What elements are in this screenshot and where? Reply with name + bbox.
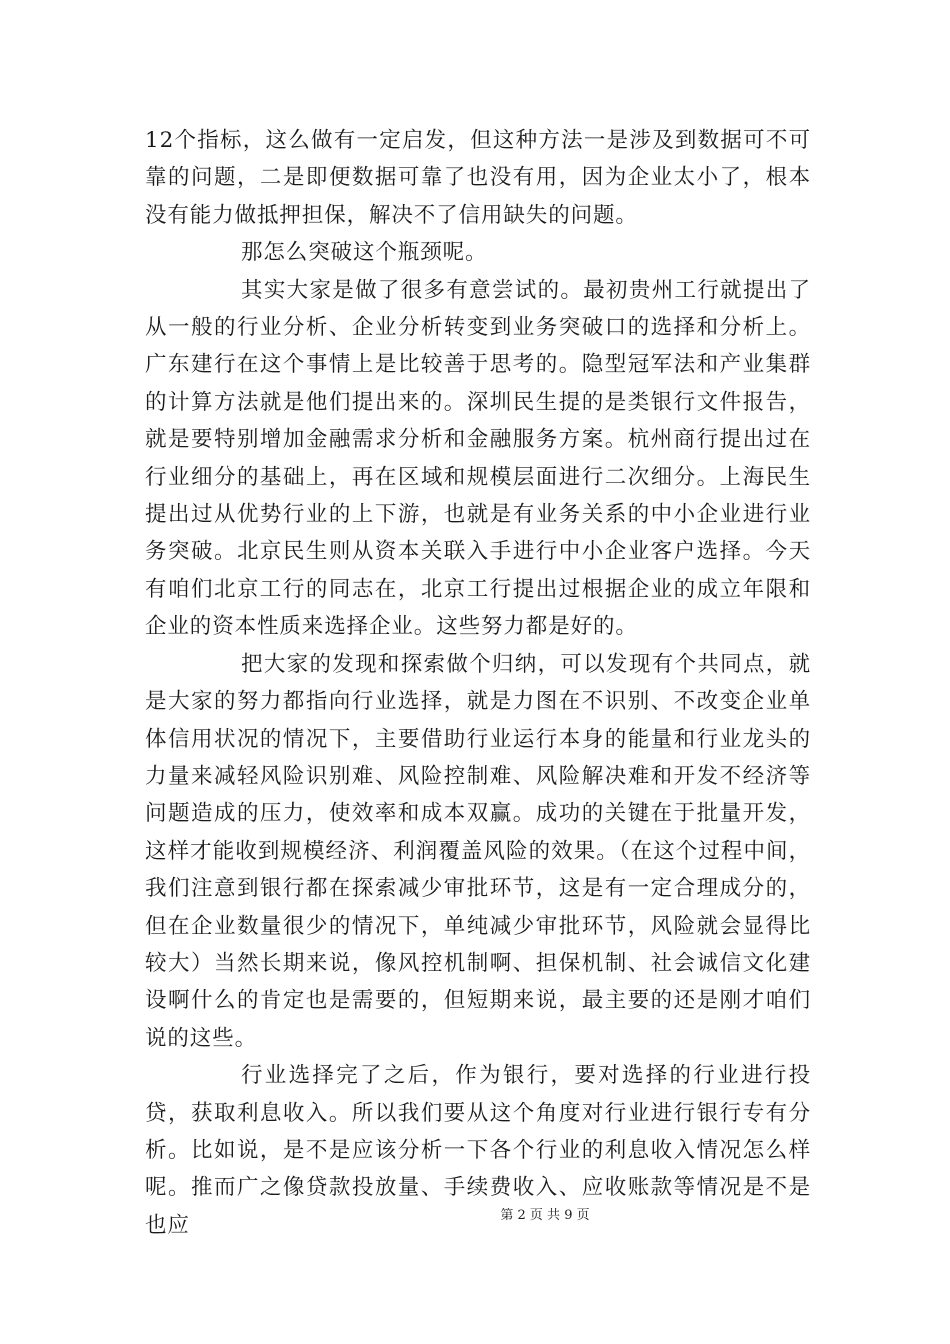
paragraph-3: 其实大家是做了很多有意尝试的。最初贵州工行就提出了从一般的行业分析、企业分析转变到业务突破口的选择和分析上。广东建行在这个事情上是比较善于思考的。隐型冠军法和产业集群的计算方法就是他们提出来的。深圳民生提的是类银行文件报告，就是要特别增加金融需求分析和金融服务方案。杭州商行提出过在行业细分的基础上，再在区域和规模层面进行二次细分。上海民生提出过从优势行业的上下游，也就是有业务关系的中小企业进行业务突破。北京民生则从资本关联入手进行中小企业客户选择。今天有咱们北京工行的同志在，北京工行提出过根据企业的成立年限和企业的资本性质来选择企业。这些努力都是好的。 — [145, 277, 811, 640]
page-footer: 第 2 页 共 9 页 — [500, 1208, 590, 1223]
paragraph-2: 那怎么突破这个瓶颈呢。 — [241, 240, 488, 266]
body-text — [145, 122, 811, 1244]
paragraph-1: 12个指标，这么做有一定启发，但这种方法一是涉及到数据可不可靠的问题，二是即便数据可靠了也没有用，因为企业太小了，根本没有能力做抵押担保，解决不了信用缺失的问题。 — [145, 128, 811, 228]
paragraph-4: 把大家的发现和探索做个归纳，可以发现有个共同点，就是大家的努力都指向行业选择，就是力图在不识别、不改变企业单体信用状况的情况下，主要借助行业运行本身的能量和行业龙头的力量来减轻风险识别难、风险控制难、风险解决难和开发不经济等问题造成的压力，使效率和成本双赢。成功的关键在于批量开发，这样才能收到规模经济、利润覆盖风险的效果。（在这个过程中间，我们注意到银行都在探索减少审批环节，这是有一定合理成分的，但在企业数量很少的情况下，单纯减少审批环节，风险就会显得比较大）当然长期来说，像风控机制啊、担保机制、社会诚信文化建设啊什么的肯定也是需要的，但短期来说，最主要的还是刚才咱们说的这些。 — [145, 651, 811, 1051]
paragraph-5: 行业选择完了之后，作为银行，要对选择的行业进行投贷，获取利息收入。所以我们要从这个角度对行业进行银行专有分析。比如说，是不是应该分析一下各个行业的利息收入情况怎么样呢。推而广之像贷款投放量、手续费收入、应收账款等情况是不是也应 — [145, 1063, 811, 1238]
